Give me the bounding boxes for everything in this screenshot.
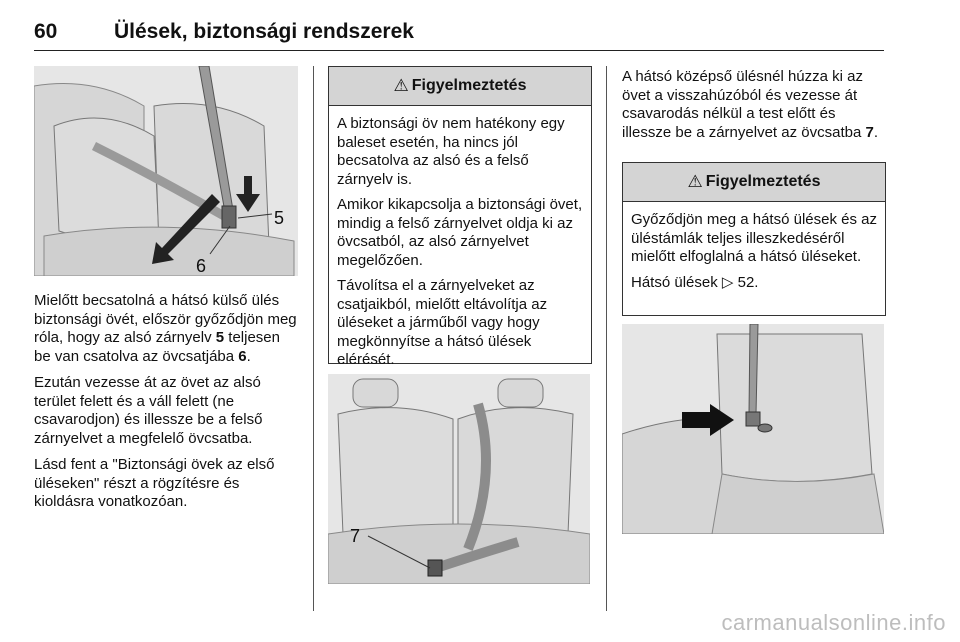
- paragraph-route-belt: Ezután vezesse át az övet az alsó terület felett és a váll felett (ne csavarodjon) és illessze be a felső zárnyelvet a megfelelő övcsatba.: [34, 374, 263, 447]
- column-3-text: [622, 68, 886, 150]
- rear-seat-illustration: [622, 324, 884, 534]
- warning-body: [623, 202, 885, 303]
- figure-label-6: 6: [196, 256, 207, 276]
- warning-icon: ⚠: [687, 172, 703, 191]
- page-number: 60: [34, 20, 58, 43]
- warning-icon: ⚠: [393, 76, 409, 95]
- warning-paragraph-1: A biztonsági öv nem hatékony egy baleset esetén, ha nincs jól becsatolva az alsó és a felső zárnyelv is.: [337, 115, 565, 188]
- warning-header: [329, 67, 591, 106]
- page-header: [34, 14, 884, 51]
- warning-paragraph-2: Hátsó ülések ▷ 52.: [631, 273, 759, 291]
- watermark: carmanualsonline.info: [721, 610, 946, 635]
- figure-label-7: 7: [350, 526, 361, 546]
- paragraph-see-front-seats: Lásd fent a "Biztonsági övek az első üléseken" részt a rögzítésre és kioldásra vonatkozóan.: [34, 456, 275, 510]
- warning-paragraph-2: Amikor kikapcsolja a biztonsági övet, mindig a felső zárnyelvet oldja ki az övcsatból, az alsó zárnyelvet megelőzően.: [337, 196, 583, 269]
- warning-header: [623, 163, 885, 202]
- center-seat-belt-drawing: [328, 374, 590, 584]
- page-title: Ülések, biztonsági rendszerek: [114, 20, 414, 43]
- warning-body: [329, 106, 591, 381]
- ref-buckle-6: 6: [238, 347, 247, 365]
- paragraph-outer-seat-buckle: Mielőtt becsatolná a hátsó külső ülés biztonsági övét, először győződjön meg róla, hogy az alsó zárnyelv 5 teljesen be van csatolva az övcsatjába 6.: [34, 292, 297, 365]
- warning-box-seat-belt: [328, 66, 592, 368]
- outer-seat-belt-drawing: [34, 66, 298, 276]
- figure-label-5: 5: [274, 208, 285, 228]
- warning-box-rear-seats: [622, 162, 886, 316]
- warning-paragraph-1: Győződjön meg a hátsó ülések és az üléstámlák teljes illeszkedéséről mielőtt elfoglalná a hátsó üléseket.: [631, 211, 877, 265]
- page-reference-icon: ▷: [721, 273, 734, 291]
- column-divider-right: [606, 66, 607, 611]
- ref-buckle-7: 7: [865, 123, 874, 141]
- outer-seat-belt-illustration: [34, 66, 298, 276]
- warning-paragraph-3: Távolítsa el a zárnyelveket az csatjaikból, mielőtt eltávolítja az üléseket a járműből vagy hogy megkönnyítse a hátsó ülések elérését.: [337, 277, 548, 368]
- paragraph-center-seat: A hátsó középső ülésnél húzza ki az övet a visszahúzóból és vezesse át csavarodás nélkül a test előtt és illessze be a zárnyelvet az övcsatba 7.: [622, 68, 878, 141]
- column-1-text: [34, 292, 300, 520]
- column-divider-left: [313, 66, 314, 611]
- warning-title: Figyelmeztetés: [411, 77, 527, 94]
- rear-seat-drawing: [622, 324, 884, 534]
- ref-tongue-5: 5: [215, 329, 225, 346]
- warning-title: Figyelmeztetés: [705, 173, 821, 190]
- center-seat-belt-illustration: [328, 374, 590, 584]
